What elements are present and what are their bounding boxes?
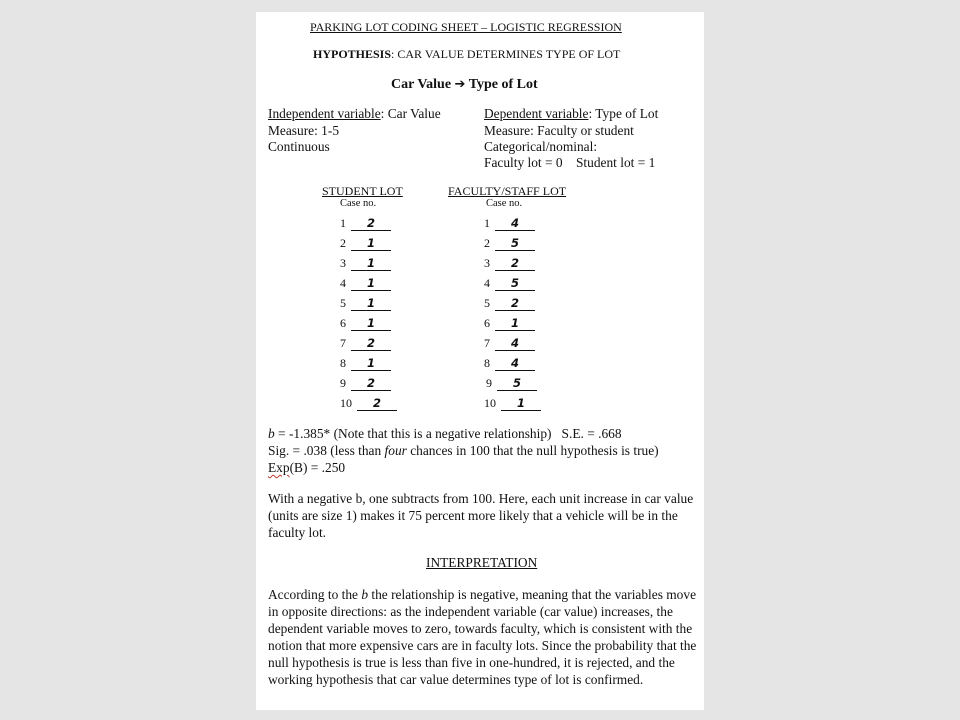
right-arrow-icon: ➔ (454, 77, 466, 92)
case-number: 1 (484, 216, 490, 230)
interpretation-text: the relationship is negative, meaning that the variables move in opposite directions: as the independent variable (car value) increases, the dependent variable moves to zero, towards faculty, which is consistent with the notion that more expensive cars are in faculty lots. Since the probability that the null hypothesis is true is less than five in one-hundred, it is rejected, and the working hypothesis that car value determines type of lot is confirmed. (268, 587, 697, 687)
case-number: 5 (484, 296, 490, 310)
student-case-row (340, 396, 397, 411)
case-value: 2 (495, 297, 535, 311)
dependent-value: : Type of Lot (588, 106, 659, 121)
case-value: 1 (501, 397, 541, 411)
student-case-row (340, 256, 391, 271)
student-case-row (340, 236, 391, 251)
independent-label: Independent variable (268, 106, 381, 121)
case-number: 9 (340, 376, 346, 390)
faculty-case-row (484, 236, 535, 251)
case-number: 9 (486, 376, 492, 390)
faculty-case-row (484, 316, 535, 331)
dependent-coding: Faculty lot = 0 Student lot = 1 (484, 155, 656, 170)
case-value: 4 (495, 337, 535, 351)
dependent-variable (484, 106, 658, 122)
case-value: 1 (351, 277, 391, 291)
student-case-row (340, 316, 391, 331)
case-number: 4 (484, 276, 490, 290)
case-value: 5 (495, 237, 535, 251)
student-case-row (340, 216, 391, 231)
case-value: 2 (351, 217, 391, 231)
student-case-no-header: Case no. (340, 198, 377, 209)
case-number: 6 (340, 316, 346, 330)
interpretation-paragraph (268, 586, 698, 688)
case-value: 1 (495, 317, 535, 331)
case-number: 6 (484, 316, 490, 330)
explanation-paragraph: With a negative b, one subtracts from 100. Here, each unit increase in car value (units are size 1) makes it 75 percent more likely that a vehicle will be in the faculty lot. (268, 491, 694, 540)
case-number: 8 (340, 356, 346, 370)
case-value: 1 (351, 317, 391, 331)
case-value: 1 (351, 357, 391, 371)
case-value: 2 (351, 337, 391, 351)
case-value: 1 (351, 257, 391, 271)
faculty-case-row (484, 356, 535, 371)
case-number: 2 (340, 236, 346, 250)
faculty-case-row (484, 216, 535, 231)
interpretation-heading: INTERPRETATION (426, 555, 538, 570)
independent-type: Continuous (268, 139, 330, 154)
exp-value: (B) = .250 (289, 460, 346, 475)
case-value: 5 (497, 377, 537, 391)
case-value: 1 (351, 237, 391, 251)
sig-text-a: Sig. = .038 (less than (268, 443, 385, 458)
case-value: 2 (495, 257, 535, 271)
hypothesis-line (313, 47, 620, 62)
faculty-case-no-header: Case no. (486, 198, 523, 209)
hypothesis-text: : CAR VALUE DETERMINES TYPE OF LOT (391, 47, 621, 61)
case-value: 2 (357, 397, 397, 411)
faculty-case-row (486, 376, 537, 391)
dependent-type: Categorical/nominal: (484, 139, 598, 154)
case-number: 7 (484, 336, 490, 350)
model-title-left: Car Value (391, 77, 452, 92)
student-case-row (340, 376, 391, 391)
hypothesis-label: HYPOTHESIS (313, 47, 392, 61)
student-case-row (340, 356, 391, 371)
independent-measure: Measure: 1-5 (268, 123, 340, 138)
student-case-row (340, 296, 391, 311)
case-value: 2 (351, 377, 391, 391)
independent-value: : Car Value (380, 106, 441, 121)
model-title-right: Type of Lot (468, 77, 538, 92)
case-value: 4 (495, 217, 535, 231)
case-value: 5 (495, 277, 535, 291)
case-number: 3 (484, 256, 490, 270)
case-number: 4 (340, 276, 346, 290)
independent-variable (268, 106, 441, 122)
sig-text-italic: four (384, 443, 407, 458)
coding-sheet-page (256, 12, 704, 710)
faculty-lot-header: FACULTY/STAFF LOT (448, 184, 567, 198)
b-coefficient-line (268, 426, 622, 442)
case-number: 10 (484, 396, 496, 410)
faculty-case-row (484, 276, 535, 291)
faculty-case-row (484, 296, 535, 311)
case-value: 1 (351, 297, 391, 311)
student-lot-header: STUDENT LOT (322, 184, 403, 198)
case-number: 1 (340, 216, 346, 230)
case-number: 5 (340, 296, 346, 310)
b-line-text: = -1.385* (Note that this is a negative relationship) S.E. = .668 (274, 426, 622, 441)
case-number: 3 (340, 256, 346, 270)
dependent-label: Dependent variable (484, 106, 589, 121)
student-case-row (340, 336, 391, 351)
interpretation-lead: According to the (268, 587, 362, 602)
sheet-title: PARKING LOT CODING SHEET – LOGISTIC REGRESSION (310, 20, 622, 34)
significance-line (268, 443, 659, 459)
faculty-case-row (484, 336, 535, 351)
case-number: 2 (484, 236, 490, 250)
sig-text-b: chances in 100 that the null hypothesis is true) (406, 443, 659, 458)
dependent-measure: Measure: Faculty or student (484, 123, 634, 138)
exp-label: Exp (268, 460, 290, 475)
exp-b-line (268, 460, 345, 476)
case-number: 8 (484, 356, 490, 370)
student-case-row (340, 276, 391, 291)
interpretation-b-symbol: b (361, 587, 369, 602)
case-number: 7 (340, 336, 346, 350)
faculty-case-row (484, 396, 541, 411)
model-title (391, 77, 538, 93)
faculty-case-row (484, 256, 535, 271)
b-symbol: b (268, 426, 275, 441)
case-number: 10 (340, 396, 352, 410)
case-value: 4 (495, 357, 535, 371)
